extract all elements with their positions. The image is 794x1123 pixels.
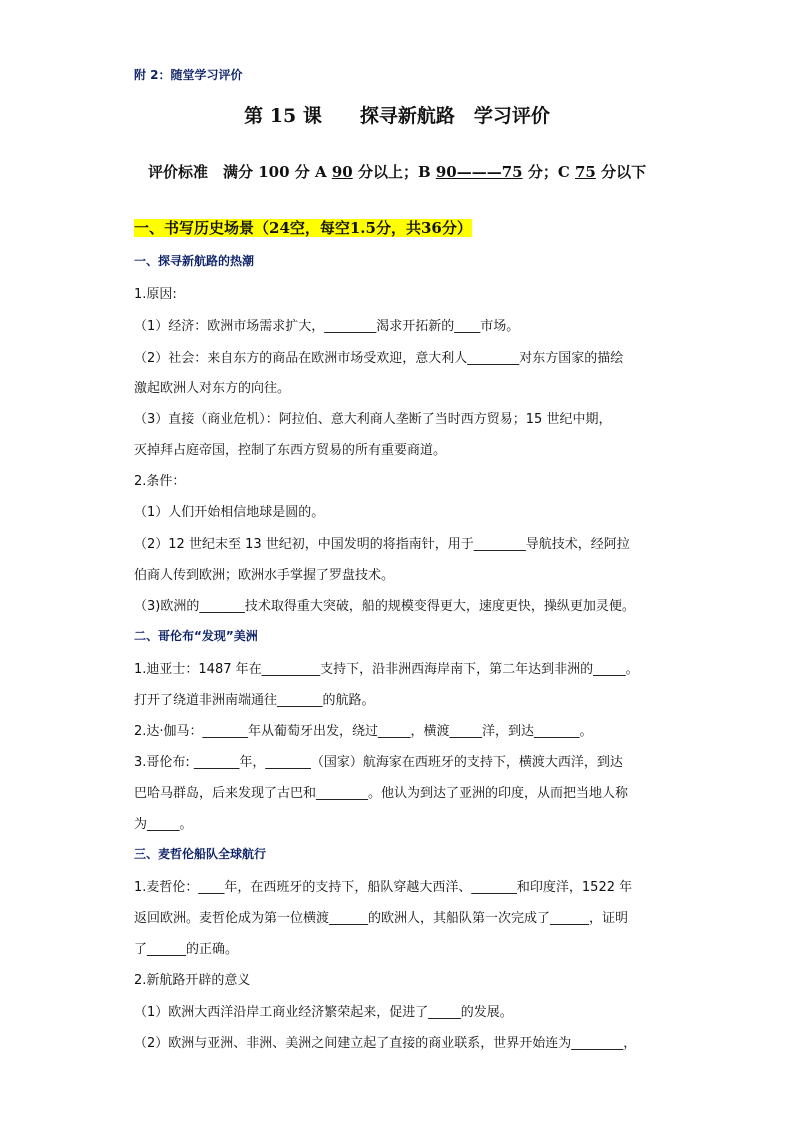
text-line: （3）直接（商业危机）：阿拉伯、意大利商人垄断了当时西方贸易；15 世纪中期， [134,412,612,427]
criteria-a-score: 90 [331,163,353,181]
text-line: （3)欧洲的_______技术取得重大突破，船的规模变得更大，速度更快，操纵更加灵便。 [134,599,635,614]
text-line: 1.原因: [134,287,177,302]
text-line: 1.迪亚士：1487 年在_________支持下，沿非洲西海岸南下，第二年达到非洲的_____。 [134,662,639,677]
text-line: （1）欧洲大西洋沿岸工商业经济繁荣起来，促进了_____的发展。 [134,1005,513,1020]
section-heading-text: 一、书写历史场景（24空，每空1.5分，共36分） [134,219,472,237]
evaluation-criteria [148,161,646,182]
criteria-c-suffix: 分以下 [595,163,647,181]
text-line: （1）经济：欧洲市场需求扩大，________渴求开拓新的____市场。 [134,319,520,334]
text-line: 激起欧洲人对东方的向往。 [134,381,291,396]
text-line: 灭掉拜占庭帝国，控制了东西方贸易的所有重要商道。 [134,443,447,458]
criteria-a-suffix: 分以上；B [352,163,436,181]
text-line: 2.新航路开辟的意义 [134,973,251,988]
text-line: （2）12 世纪末至 13 世纪初，中国发明的将指南针，用于________导航技术，经阿拉 [134,537,630,552]
criteria-c-score: 75 [574,163,596,181]
subheading-columbus: 二、哥伦布“发现”美洲 [134,629,258,643]
text-line: 2.达·伽马：_______年从葡萄牙出发，绕过_____，横渡_____洋，到达_______。 [134,724,593,739]
text-line: 返回欧洲。麦哲伦成为第一位横渡______的欧洲人，其船队第一次完成了______，证明 [134,911,629,926]
text-line: （2）欧洲与亚洲、非洲、美洲之间建立起了直接的商业联系，世界开始连为________， [134,1036,637,1051]
text-line: （2）社会：来自东方的商品在欧洲市场受欢迎，意大利人________对东方国家的描绘 [134,351,624,366]
text-line: 伯商人传到欧洲；欧洲水手掌握了罗盘技术。 [134,568,395,583]
text-line: 2.条件： [134,474,186,489]
attachment-label: 附 2：随堂学习评价 [134,68,243,82]
page-title: 第 15 课 探寻新航路 学习评价 [244,105,550,127]
criteria-prefix: 评价标准 满分 100 分 A [148,163,332,181]
text-line: 巴哈马群岛，后来发现了古巴和________。他认为到达了亚洲的印度，从而把当地人称 [134,786,629,801]
criteria-b-range: 90———75 [435,163,523,181]
subheading-magellan: 三、麦哲伦船队全球航行 [134,847,267,861]
text-line: 打开了绕道非洲南端通往_______的航路。 [134,693,375,708]
text-line: 1.麦哲伦：____年，在西班牙的支持下，船队穿越大西洋、_______和印度洋，1522 年 [134,880,633,895]
subheading-voyage-boom: 一、探寻新航路的热潮 [134,254,255,268]
section-heading [134,217,472,238]
text-line: 为_____。 [134,817,193,832]
text-line: 了______的正确。 [134,942,239,957]
criteria-b-suffix: 分；C [522,163,575,181]
text-line: （1）人们开始相信地球是圆的。 [134,505,325,520]
text-line: 3.哥伦布: _______年，_______（国家）航海家在西班牙的支持下，横渡大西洋，到达 [134,755,623,770]
